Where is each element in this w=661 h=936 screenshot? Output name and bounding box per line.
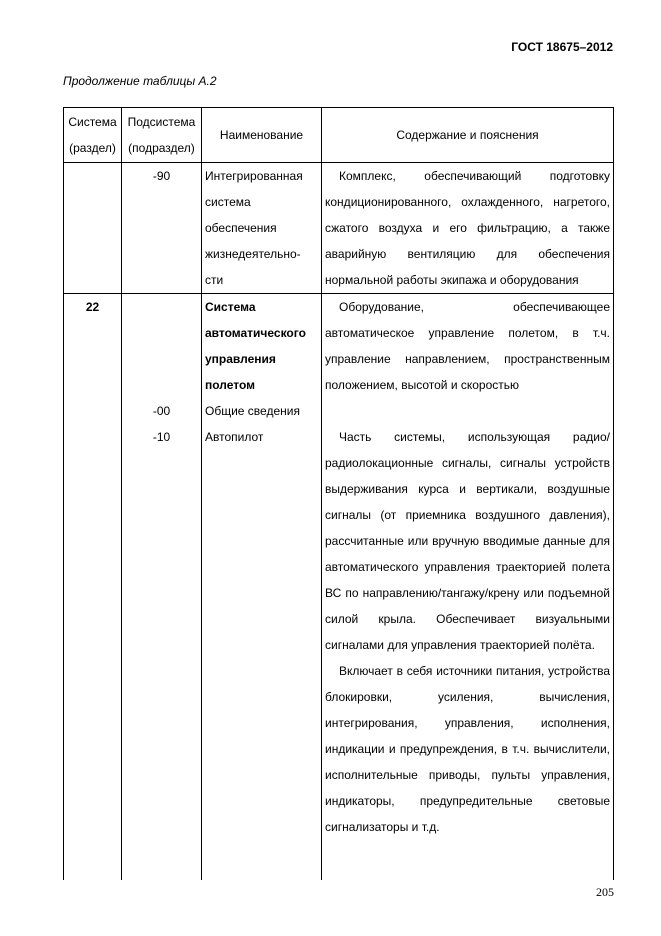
header-subsystem-line2: (подраздел)	[128, 141, 195, 155]
header-system-line1: Система	[68, 115, 117, 129]
empty-cell	[202, 840, 322, 880]
table-continuation-caption: Продолжение таблицы А.2	[63, 74, 217, 88]
classification-table	[63, 107, 614, 880]
table-row-continuation	[64, 840, 614, 880]
standard-header: ГОСТ 18675–2012	[511, 40, 613, 54]
row-name: Общие сведения	[202, 398, 322, 424]
row-system	[64, 163, 122, 294]
row-system	[64, 398, 122, 424]
header-system	[64, 108, 122, 163]
row-name: Автопилот	[202, 424, 322, 840]
page-number: 205	[596, 885, 614, 899]
row-name: Интегрированная система обеспечения жизнедеятельно-сти	[202, 163, 322, 294]
table-row	[64, 294, 614, 399]
row-content-paragraph: Включает в себя источники питания, устройства блокировки, усиления, вычисления, интегрирования, управления, исполнения, индикации и предупреждения, в т.ч. вычислители, исполнительные приводы, пульты управления, индикаторы, предупредительные световые сигнализаторы и т.д.	[325, 664, 610, 834]
row-subsystem: -00	[122, 398, 202, 424]
row-subsystem: -90	[122, 163, 202, 294]
row-content: Оборудование, обеспечивающее автоматическое управление полетом, в т.ч. управление направлением, пространственным положением, высотой и скоростью	[322, 294, 614, 399]
header-subsystem	[122, 108, 202, 163]
header-name: Наименование	[202, 108, 322, 163]
header-system-line2: (раздел)	[69, 141, 116, 155]
table-row	[64, 163, 614, 294]
row-content	[322, 398, 614, 424]
table-row	[64, 424, 614, 840]
row-subsystem: -10	[122, 424, 202, 840]
empty-cell	[322, 840, 614, 880]
row-name: Система автоматического управления полетом	[202, 294, 322, 399]
row-system: 22	[64, 294, 122, 399]
row-system	[64, 424, 122, 840]
empty-cell	[122, 840, 202, 880]
table-row	[64, 398, 614, 424]
header-subsystem-line1: Подсистема	[127, 115, 196, 129]
header-content: Содержание и пояснения	[322, 108, 614, 163]
row-subsystem	[122, 294, 202, 399]
empty-cell	[64, 840, 122, 880]
row-content: Комплекс, обеспечивающий подготовку кондиционированного, охлажденного, нагретого, сжатого воздуха и его фильтрацию, а также аварийную вентиляцию для обеспечения нормальной работы экипажа и оборудования	[322, 163, 614, 294]
table-header-row	[64, 108, 614, 163]
row-content	[322, 424, 614, 840]
row-content-paragraph: Часть системы, использующая радио/радиолокационные сигналы, сигналы устройств выдерживания курса и вертикали, воздушные сигналы (от приемника воздушного давления), рассчитанные или вручную вводимые данные для автоматического управления траекторией полета ВС по направлению/тангажу/крену или подъемной силой крыла. Обеспечивает визуальными сигналами для управления траекторией полёта.	[325, 430, 610, 652]
